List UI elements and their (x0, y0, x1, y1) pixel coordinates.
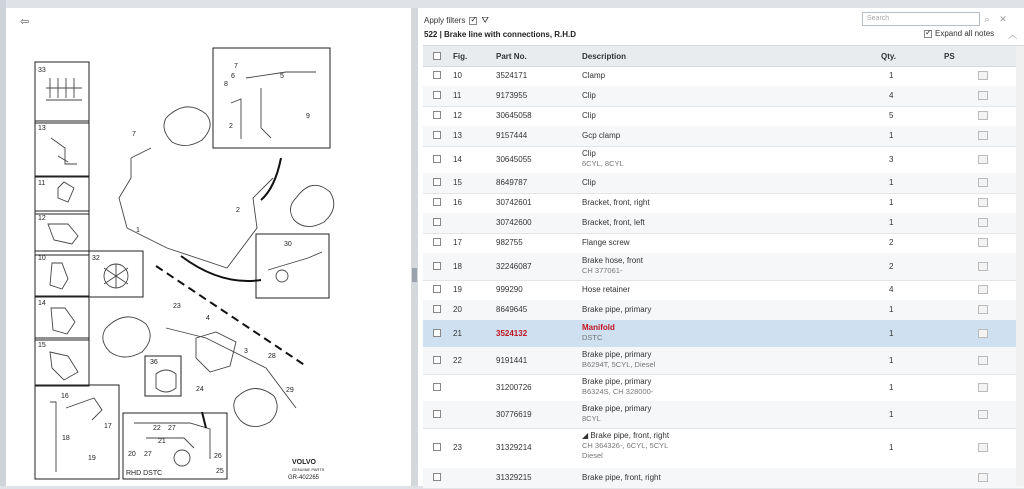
row-checkbox[interactable] (433, 383, 441, 391)
exploded-diagram (6, 8, 411, 486)
row-qty: 1 (889, 178, 894, 187)
row-description: Brake pipe, primary (582, 350, 652, 359)
row-description-note: CH 364326-, 6CYL, 5CYL (582, 441, 669, 450)
row-part-number[interactable]: 31329214 (496, 443, 532, 452)
row-checkbox[interactable] (433, 111, 441, 119)
table-row[interactable] (423, 374, 1024, 402)
row-fig: 18 (453, 262, 462, 271)
note-icon[interactable] (978, 262, 988, 271)
row-description: Brake pipe, front, right (582, 473, 661, 482)
callout-20: 20 (128, 451, 136, 458)
row-fig: 17 (453, 238, 462, 247)
row-fig: 20 (453, 305, 462, 314)
row-checkbox[interactable] (433, 178, 441, 186)
row-part-number[interactable]: 30776619 (496, 410, 532, 419)
row-qty: 1 (889, 305, 894, 314)
search-icon[interactable]: ⌕ (984, 14, 990, 24)
note-icon[interactable] (978, 91, 988, 100)
row-checkbox[interactable] (433, 131, 441, 139)
callout-14: 14 (38, 300, 46, 307)
table-row[interactable] (423, 428, 1024, 469)
note-icon[interactable] (978, 443, 988, 452)
note-icon[interactable] (978, 238, 988, 247)
note-icon[interactable] (978, 329, 988, 338)
row-qty: 4 (889, 91, 894, 100)
row-part-number[interactable]: 30645055 (496, 155, 532, 164)
expand-notes-checkbox[interactable] (924, 30, 932, 38)
inset-label: RHD DSTC (126, 470, 163, 477)
row-description: Gcp clamp (582, 131, 621, 140)
note-icon[interactable] (978, 71, 988, 80)
row-checkbox[interactable] (433, 410, 441, 418)
callout-36: 36 (150, 359, 158, 366)
callout-4: 4 (206, 315, 210, 322)
row-part-number[interactable]: 3524171 (496, 71, 528, 80)
col-part-no[interactable]: Part No. (496, 52, 527, 61)
callout-26: 26 (214, 453, 222, 460)
diagram-ref: GR-402265 (288, 475, 320, 481)
callout-30: 30 (284, 241, 292, 248)
apply-filters-checkbox[interactable] (469, 17, 477, 25)
row-checkbox[interactable] (433, 305, 441, 313)
table-row[interactable] (423, 213, 1024, 234)
note-icon[interactable] (978, 178, 988, 187)
row-checkbox[interactable] (433, 443, 441, 451)
callout-27b: 27 (168, 425, 176, 432)
row-qty: 1 (889, 383, 894, 392)
table-row[interactable] (423, 106, 1024, 127)
row-checkbox[interactable] (433, 285, 441, 293)
row-fig: 12 (453, 111, 462, 120)
page-title: 522 | Brake line with connections, R.H.D (424, 30, 577, 39)
callout-17: 17 (104, 423, 112, 430)
table-row[interactable] (423, 86, 1024, 107)
row-fig: 23 (453, 443, 462, 452)
callout-2b: 2 (229, 123, 233, 130)
parts-diagram-pane (6, 8, 412, 486)
search-input[interactable]: Search (862, 12, 980, 26)
callout-2a: 2 (236, 207, 240, 214)
row-qty: 1 (889, 329, 894, 338)
callout-7a: 7 (132, 131, 136, 138)
row-qty: 2 (889, 238, 894, 247)
callout-1: 1 (136, 227, 140, 234)
row-description-note: CH 377061- (582, 266, 623, 275)
row-description-note: DSTC (582, 333, 603, 342)
volvo-logo-sub: GENUINE PARTS (292, 467, 325, 472)
row-fig: 13 (453, 131, 462, 140)
note-icon[interactable] (978, 155, 988, 164)
callout-19: 19 (88, 455, 96, 462)
table-header (423, 45, 1024, 67)
row-checkbox[interactable] (433, 238, 441, 246)
row-part-number[interactable]: 999290 (496, 285, 523, 294)
row-description: ◢ Brake pipe, front, right (582, 431, 670, 440)
callout-29: 29 (286, 387, 294, 394)
callout-12: 12 (38, 215, 46, 222)
row-part-number[interactable]: 3524132 (496, 329, 528, 338)
note-icon[interactable] (978, 111, 988, 120)
note-icon[interactable] (978, 131, 988, 140)
table-row[interactable] (423, 320, 1024, 348)
col-fig[interactable]: Fig. (453, 52, 468, 61)
row-part-number[interactable]: 32246087 (496, 262, 532, 271)
note-icon[interactable] (978, 218, 988, 227)
apply-filters-label: Apply filters (424, 16, 466, 25)
row-description: Clip (582, 91, 596, 100)
table-row[interactable] (423, 253, 1024, 281)
scrollbar[interactable] (1016, 46, 1024, 486)
row-fig: 21 (453, 329, 462, 338)
callout-13: 13 (38, 125, 46, 132)
row-fig: 11 (453, 91, 462, 100)
col-qty[interactable]: Qty. (881, 52, 896, 61)
note-icon[interactable] (978, 305, 988, 314)
row-checkbox[interactable] (433, 155, 441, 163)
callout-32: 32 (92, 255, 100, 262)
expand-notes-label: Expand all notes (935, 29, 995, 38)
row-qty: 1 (889, 410, 894, 419)
row-description: Hose retainer (582, 285, 631, 294)
row-description: Clip (582, 149, 596, 158)
row-part-number[interactable]: 31200726 (496, 383, 532, 392)
row-description-note: 8CYL (582, 414, 601, 423)
note-icon[interactable] (978, 285, 988, 294)
callout-9: 9 (306, 113, 310, 120)
callout-15: 15 (38, 342, 46, 349)
row-checkbox[interactable] (433, 198, 441, 206)
row-checkbox[interactable] (433, 329, 441, 337)
row-qty: 1 (889, 443, 894, 452)
row-description: Flange screw (582, 238, 630, 247)
callout-8: 8 (224, 81, 228, 88)
note-icon[interactable] (978, 473, 988, 482)
callout-3: 3 (244, 348, 248, 355)
row-fig: 14 (453, 155, 462, 164)
row-checkbox[interactable] (433, 473, 441, 481)
parts-list-pane (418, 8, 1024, 486)
row-fig: 22 (453, 356, 462, 365)
select-all-checkbox[interactable] (433, 52, 441, 60)
row-qty: 1 (889, 356, 894, 365)
row-qty: 4 (889, 285, 894, 294)
row-checkbox[interactable] (433, 218, 441, 226)
row-description: Brake hose, front (582, 256, 643, 265)
row-description-note: B6294T, 5CYL, Diesel (582, 360, 656, 369)
expand-all-notes[interactable] (924, 29, 994, 38)
row-fig: 16 (453, 198, 462, 207)
table-row[interactable] (423, 300, 1024, 321)
table-row[interactable] (423, 173, 1024, 194)
callout-28: 28 (268, 353, 276, 360)
callout-23: 23 (173, 303, 181, 310)
table-row[interactable] (423, 347, 1024, 375)
row-part-number[interactable]: 982755 (496, 238, 523, 247)
row-description: Brake pipe, primary (582, 305, 652, 314)
callout-25: 25 (216, 468, 224, 475)
row-description: Manifold (582, 323, 615, 332)
apply-filters[interactable] (424, 15, 489, 26)
clear-search-icon[interactable]: ✕ (999, 14, 1007, 24)
row-part-number[interactable]: 31329215 (496, 473, 532, 482)
callout-10: 10 (38, 255, 46, 262)
callout-21: 21 (158, 438, 166, 445)
note-icon[interactable] (978, 356, 988, 365)
row-part-number[interactable]: 8649787 (496, 178, 528, 187)
row-qty: 1 (889, 131, 894, 140)
table-row[interactable] (423, 66, 1024, 87)
callout-11: 11 (38, 180, 46, 187)
row-part-number[interactable]: 30645058 (496, 111, 532, 120)
callout-7b: 7 (234, 63, 238, 70)
detail-box-16 (35, 385, 119, 479)
callout-22: 22 (153, 425, 161, 432)
row-fig: 10 (453, 71, 462, 80)
row-description: Brake pipe, primary (582, 404, 652, 413)
row-qty: 1 (889, 198, 894, 207)
col-description[interactable]: Description (582, 52, 627, 61)
row-description: Clip (582, 178, 596, 187)
row-qty: 2 (889, 262, 894, 271)
table-row[interactable] (423, 280, 1024, 301)
row-part-number[interactable]: 9191441 (496, 356, 528, 365)
row-qty: 1 (889, 71, 894, 80)
row-qty: 1 (889, 218, 894, 227)
row-description-note: 6CYL, 8CYL (582, 159, 624, 168)
callout-6: 6 (231, 73, 235, 80)
row-description-note-2: Diesel (582, 451, 603, 460)
callout-33: 33 (38, 67, 46, 74)
row-qty: 3 (889, 155, 894, 164)
collapse-chevron-icon[interactable]: ︿ (1008, 30, 1018, 40)
row-part-number[interactable]: 30742601 (496, 198, 532, 207)
table-row[interactable] (423, 193, 1024, 214)
row-description: Bracket, front, right (582, 198, 650, 207)
pane-splitter[interactable] (411, 8, 418, 486)
row-part-number[interactable]: 8649645 (496, 305, 528, 314)
col-ps[interactable]: PS (944, 52, 955, 61)
table-row[interactable] (423, 126, 1024, 147)
row-description: Bracket, front, left (582, 218, 645, 227)
callout-16: 16 (61, 393, 69, 400)
table-row[interactable] (423, 233, 1024, 254)
row-description-note: B6324S, CH 328000- (582, 387, 654, 396)
row-description: Clamp (582, 71, 606, 80)
table-row[interactable] (423, 401, 1024, 429)
row-fig: 19 (453, 285, 462, 294)
row-checkbox[interactable] (433, 71, 441, 79)
row-checkbox[interactable] (433, 262, 441, 270)
detail-box-30 (256, 234, 329, 298)
row-qty: 5 (889, 111, 894, 120)
detail-box-7 (213, 48, 330, 148)
filter-icon[interactable]: ⛛ (481, 15, 489, 25)
note-icon[interactable] (978, 198, 988, 207)
row-checkbox[interactable] (433, 356, 441, 364)
callout-24: 24 (196, 386, 204, 393)
row-part-number[interactable]: 9173955 (496, 91, 528, 100)
table-row[interactable] (423, 146, 1024, 174)
row-checkbox[interactable] (433, 91, 441, 99)
row-description: Brake pipe, primary (582, 377, 652, 386)
note-icon[interactable] (978, 383, 988, 392)
splitter-handle[interactable] (412, 268, 417, 282)
volvo-logo: VOLVO (292, 459, 316, 466)
row-part-number[interactable]: 9157444 (496, 131, 528, 140)
row-fig: 15 (453, 178, 462, 187)
row-part-number[interactable]: 30742600 (496, 218, 532, 227)
row-description: Clip (582, 111, 596, 120)
note-icon[interactable] (978, 410, 988, 419)
back-arrow-icon[interactable]: ⇦ (20, 16, 30, 28)
callout-27a: 27 (144, 451, 152, 458)
callout-5: 5 (280, 73, 284, 80)
callout-18: 18 (62, 435, 70, 442)
